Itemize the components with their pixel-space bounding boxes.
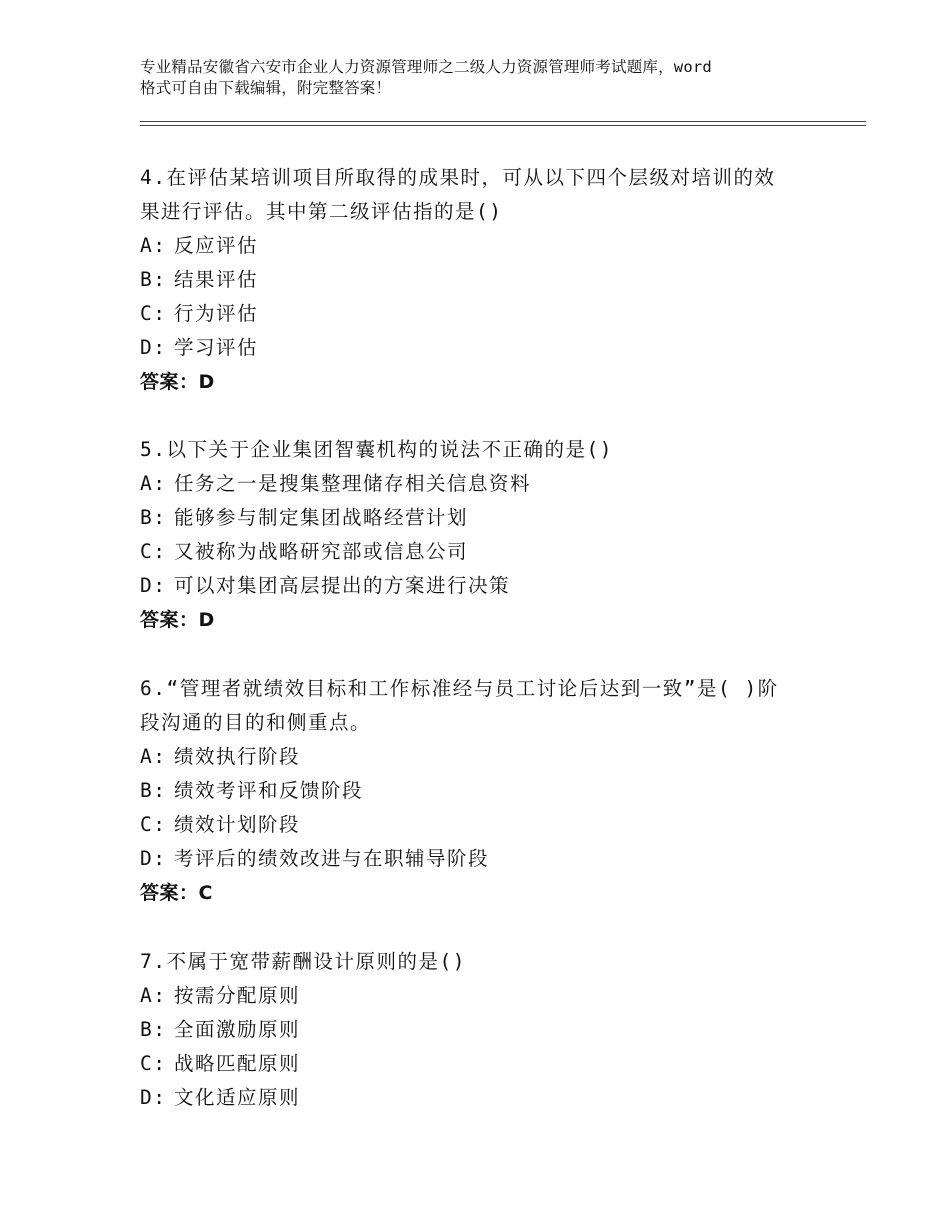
answer-label: 答案：D <box>140 609 215 631</box>
option-key: A: <box>140 745 167 768</box>
question-5 <box>140 433 820 637</box>
question-stem-line: 4.在评估某培训项目所取得的成果时，可从以下四个层级对培训的效 <box>140 166 776 189</box>
option-d <box>140 569 820 603</box>
option-text: 能够参与制定集团战略经营计划 <box>174 506 469 529</box>
option-c <box>140 808 820 842</box>
option-text: 考评后的绩效改进与在职辅导阶段 <box>174 847 490 870</box>
option-c <box>140 297 820 331</box>
option-b <box>140 263 820 297</box>
option-key: D: <box>140 1086 167 1109</box>
option-key: C: <box>140 1052 167 1075</box>
question-4 <box>140 161 820 399</box>
answer-label: 答案：D <box>140 371 215 393</box>
option-key: C: <box>140 813 167 836</box>
option-key: B: <box>140 268 167 291</box>
option-key: C: <box>140 302 167 325</box>
option-key: B: <box>140 1018 167 1041</box>
header-divider-bottom <box>140 125 866 126</box>
question-stem-line: 7.不属于宽带薪酬设计原则的是() <box>140 950 466 973</box>
option-text: 全面激励原则 <box>174 1018 301 1041</box>
option-text: 可以对集团高层提出的方案进行决策 <box>174 574 511 597</box>
option-a <box>140 467 820 501</box>
option-text: 绩效执行阶段 <box>174 745 301 768</box>
option-text: 战略匹配原则 <box>174 1052 301 1075</box>
option-c <box>140 1047 820 1081</box>
header-title-line-2: 格式可自由下载编辑，附完整答案！ <box>140 79 392 97</box>
option-d <box>140 1081 820 1115</box>
option-key: B: <box>140 506 167 529</box>
answer-label: 答案：C <box>140 882 213 904</box>
option-a <box>140 229 820 263</box>
option-key: B: <box>140 779 167 802</box>
option-d <box>140 842 820 876</box>
option-b <box>140 501 820 535</box>
option-text: 任务之一是搜集整理储存相关信息资料 <box>174 472 532 495</box>
option-text: 反应评估 <box>174 234 259 257</box>
option-key: A: <box>140 984 167 1007</box>
header-divider-top <box>140 121 866 122</box>
option-text: 绩效考评和反馈阶段 <box>174 779 364 802</box>
question-7 <box>140 945 820 1115</box>
option-text: 学习评估 <box>174 336 259 359</box>
document-header <box>140 57 830 99</box>
option-text: 绩效计划阶段 <box>174 813 301 836</box>
option-key: C: <box>140 540 167 563</box>
option-text: 文化适应原则 <box>174 1086 301 1109</box>
option-key: A: <box>140 472 167 495</box>
option-text: 又被称为战略研究部或信息公司 <box>174 540 469 563</box>
question-stem-line: 段沟通的目的和侧重点。 <box>140 711 372 734</box>
option-c <box>140 535 820 569</box>
header-title-line-1: 专业精品安徽省六安市企业人力资源管理师之二级人力资源管理师考试题库，word <box>140 58 712 76</box>
option-key: D: <box>140 336 167 359</box>
option-b <box>140 1013 820 1047</box>
option-key: D: <box>140 847 167 870</box>
option-key: D: <box>140 574 167 597</box>
option-a <box>140 979 820 1013</box>
option-key: A: <box>140 234 167 257</box>
question-stem-line: 6.“管理者就绩效目标和工作标准经与员工讨论后达到一致”是( )阶 <box>140 677 779 700</box>
question-stem-line: 果进行评估。其中第二级评估指的是() <box>140 200 503 223</box>
option-text: 按需分配原则 <box>174 984 301 1007</box>
question-stem-line: 5.以下关于企业集团智囊机构的说法不正确的是() <box>140 438 613 461</box>
option-text: 行为评估 <box>174 302 259 325</box>
option-b <box>140 774 820 808</box>
option-text: 结果评估 <box>174 268 259 291</box>
question-6 <box>140 672 820 910</box>
option-d <box>140 331 820 365</box>
option-a <box>140 740 820 774</box>
